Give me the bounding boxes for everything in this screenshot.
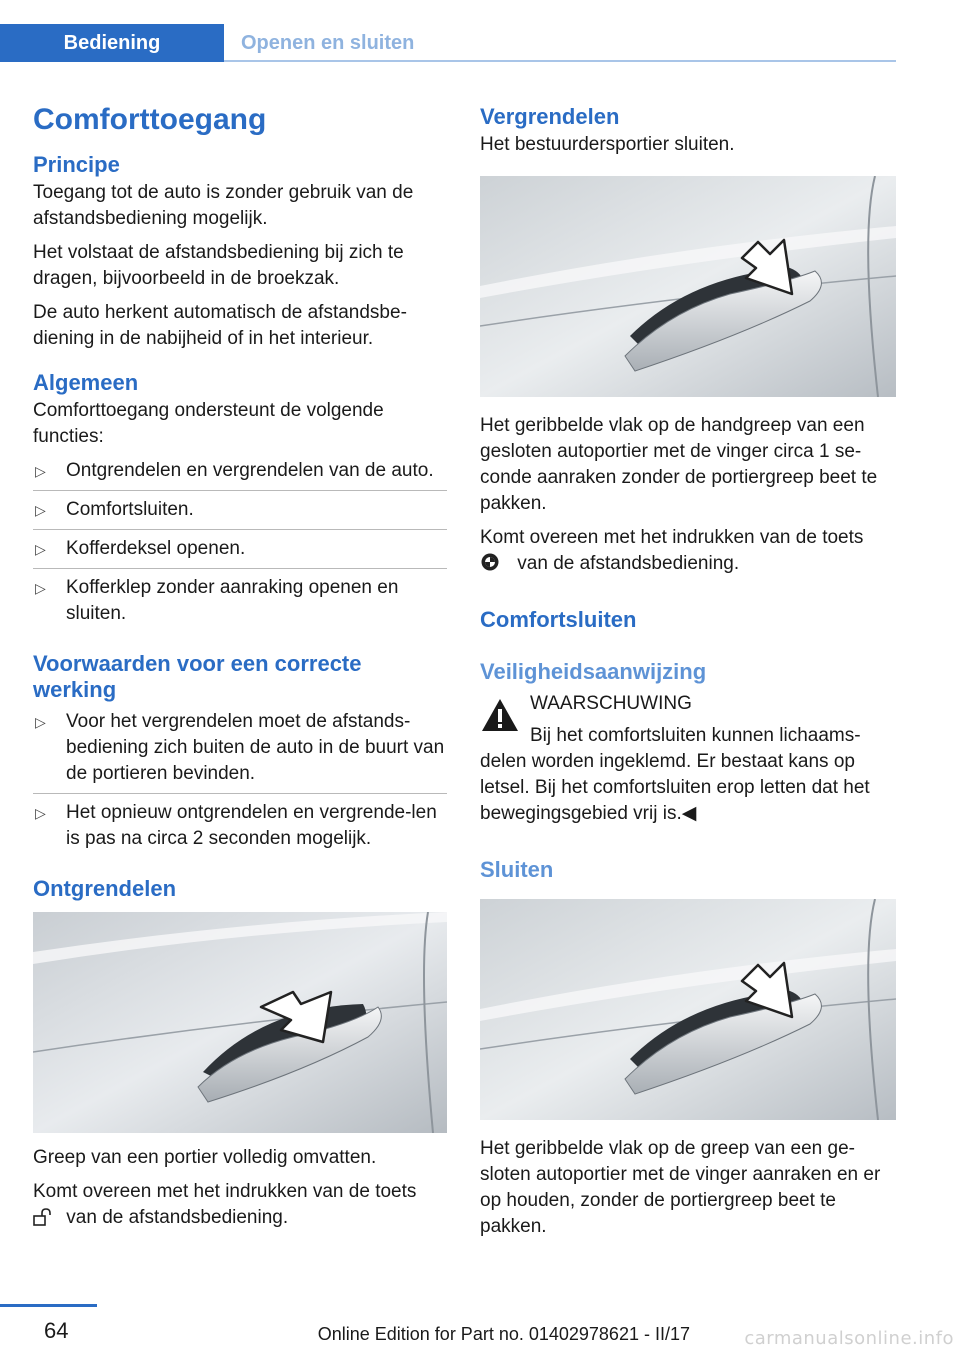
door-handle-lock-photo (480, 176, 896, 397)
warning-box (480, 691, 896, 827)
warning-title: WAARSCHUWING (530, 693, 692, 714)
heading-algemeen: Algemeen (33, 370, 139, 395)
list-item: ▷ Het opnieuw ontgrendelen en vergrende‐len is pas na circa 2 seconden mogelijk. (35, 802, 437, 849)
triangle-bullet-icon: ▷ (35, 580, 46, 596)
tab-bediening[interactable]: Bediening (0, 24, 224, 62)
tab-openen-en-sluiten[interactable]: Openen en sluiten (241, 32, 415, 54)
ontgrendelen-text-1: Greep van een portier volledig omvatten. (33, 1147, 377, 1168)
triangle-bullet-icon: ▷ (35, 463, 46, 479)
page-number: 64 (44, 1318, 69, 1343)
heading-principe: Principe (33, 152, 120, 177)
unlock-icon (33, 1208, 53, 1226)
watermark: carmanualsonline.info (744, 1328, 954, 1349)
heading-vergrendelen: Vergrendelen (480, 104, 620, 129)
list-item: ▷ Kofferdeksel openen. (33, 536, 447, 569)
ontgrendelen-text-2: Komt overeen met het indrukken van de toets van de afstandsbediening. (33, 1181, 417, 1228)
footer-rule (0, 1304, 97, 1307)
door-handle-unlock-photo (33, 912, 447, 1133)
page-title: Comforttoegang (33, 103, 267, 136)
lock-key-icon (480, 552, 500, 572)
principe-text-1: Toegang tot de auto is zonder gebruik van de afstandsbediening mogelijk. (33, 182, 414, 229)
warning-text: Bij het comfortsluiten kunnen lichaams‐delen worden ingeklemd. Er bestaat kans op letsel. Bij het comfortsluiten erop letten dat het bewegingsgebied vrij is.◀ (480, 725, 870, 824)
door-handle-close-photo (480, 899, 896, 1120)
algemeen-intro: Comforttoegang ondersteunt de volgende functies: (33, 400, 384, 447)
triangle-bullet-icon: ▷ (35, 502, 46, 518)
triangle-bullet-icon: ▷ (35, 805, 46, 821)
heading-sluiten: Sluiten (480, 857, 554, 882)
vergrendelen-text-1: Het bestuurdersportier sluiten. (480, 134, 735, 155)
list-item: ▷ Voor het vergrendelen moet de afstands‐bediening zich buiten de auto in de buurt van de portieren bevinden. (33, 709, 447, 794)
vergrendelen-text-2: Het geribbelde vlak op de handgreep van een gesloten autoportier met de vinger circa 1 se‐conde aanraken zonder de portiergreep beet te pakken. (480, 415, 878, 514)
right-column (480, 104, 896, 1248)
list-item: ▷ Comfortsluiten. (33, 497, 447, 530)
voorwaarden-list (33, 709, 447, 858)
principe-text-3: De auto herkent automatisch de afstandsbe‐diening in de nabijheid of in het interieur. (33, 302, 407, 349)
sluiten-text: Het geribbelde vlak op de greep van een ge‐sloten autoportier met de vinger aanraken en er op houden, zonder de portiergreep beet te pakken. (480, 1138, 881, 1237)
heading-veiligheidsaanwijzing: Veiligheidsaanwijzing (480, 659, 707, 684)
algemeen-list (33, 458, 447, 633)
triangle-bullet-icon: ▷ (35, 541, 46, 557)
heading-voorwaarden: Voorwaarden voor een correcte werking (33, 651, 362, 702)
heading-ontgrendelen: Ontgrendelen (33, 876, 177, 901)
warning-triangle-icon (480, 697, 520, 733)
vergrendelen-text-3: Komt overeen met het indrukken van de toets van de afstandsbediening. (480, 527, 864, 574)
principe-text-2: Het volstaat de afstandsbediening bij zich te dragen, bijvoorbeeld in de broekzak. (33, 242, 404, 289)
header-rule (224, 60, 896, 62)
page-header (0, 0, 960, 62)
triangle-bullet-icon: ▷ (35, 714, 46, 730)
edition-text: Online Edition for Part no. 01402978621 - II/17 (317, 1324, 690, 1344)
left-column (33, 100, 447, 1239)
list-item: ▷ Ontgrendelen en vergrendelen van de auto. (33, 458, 447, 491)
list-item: ▷ Kofferklep zonder aanraking openen en sluiten. (35, 577, 399, 624)
heading-comfortsluiten: Comfortsluiten (480, 607, 637, 632)
